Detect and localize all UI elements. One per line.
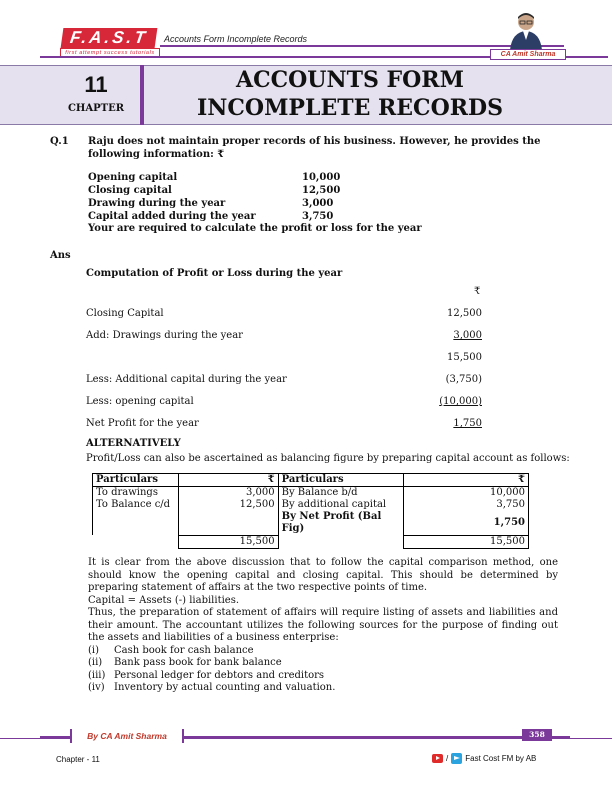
chapter-band-divider bbox=[140, 65, 144, 125]
author-photo-icon bbox=[508, 10, 544, 50]
question-number: Q.1 bbox=[50, 136, 69, 147]
chapter-label: CHAPTER bbox=[67, 103, 125, 114]
table-cell: By additional capital bbox=[278, 499, 404, 511]
given-value: 10,000 bbox=[302, 172, 341, 183]
computation-value: 15,500 bbox=[447, 352, 482, 363]
given-label: Capital added during the year bbox=[88, 211, 256, 222]
footer-channel bbox=[432, 753, 536, 764]
list-item bbox=[88, 670, 558, 683]
table-cell: By Net Profit (Bal Fig) bbox=[278, 511, 404, 535]
table-cell: To drawings bbox=[93, 487, 179, 500]
table-cell: 12,500 bbox=[178, 499, 278, 511]
alternatively-heading: ALTERNATIVELY bbox=[86, 438, 181, 449]
question-text: Raju does not maintain proper records of his business. However, he provides the following information: ₹ bbox=[88, 136, 541, 160]
footer-author-tag: By CA Amit Sharma bbox=[70, 729, 184, 743]
table-cell: 1,750 bbox=[404, 511, 529, 535]
table-cell bbox=[178, 511, 278, 535]
discussion-paragraph: It is clear from the above discussion that to follow the capital comparison method, one should know the opening capital and closing capital. This should be determined by preparing statement of affairs at the two respective points of time. bbox=[88, 557, 558, 593]
list-number: (iii) bbox=[88, 669, 106, 681]
given-value: 3,000 bbox=[302, 198, 334, 209]
given-value: 3,750 bbox=[302, 211, 334, 222]
table-total: 15,500 bbox=[178, 535, 278, 548]
list-number: (ii) bbox=[88, 657, 103, 668]
list-text: Personal ledger for debtors and creditors bbox=[114, 669, 325, 681]
table-cell bbox=[93, 511, 179, 535]
table-cell: 3,750 bbox=[404, 499, 529, 511]
list-text: Inventory by actual counting and valuation. bbox=[114, 682, 336, 693]
table-cell: By Balance b/d bbox=[278, 487, 404, 500]
computation-row bbox=[86, 418, 482, 429]
capital-formula: Capital = Assets (-) liabilities. bbox=[88, 594, 240, 606]
computation-row bbox=[86, 330, 482, 341]
list-item bbox=[88, 682, 558, 695]
discussion bbox=[88, 557, 558, 695]
given-row bbox=[88, 210, 340, 223]
computation-row bbox=[86, 374, 482, 385]
table-cell: 3,000 bbox=[178, 487, 278, 500]
list-item bbox=[88, 657, 558, 670]
given-value: 12,500 bbox=[302, 185, 341, 196]
given-row bbox=[88, 184, 340, 197]
given-row bbox=[88, 171, 340, 184]
table-row bbox=[93, 511, 529, 535]
youtube-icon bbox=[432, 754, 443, 763]
table-cell bbox=[93, 535, 179, 548]
computation-title: Computation of Profit or Loss during the year bbox=[86, 268, 343, 279]
table-header: Particulars bbox=[93, 474, 179, 487]
currency-symbol: ₹ bbox=[474, 286, 481, 297]
table-header: Particulars bbox=[278, 474, 404, 487]
computation-row bbox=[86, 352, 482, 363]
computation-row bbox=[86, 308, 482, 319]
list-item bbox=[88, 645, 558, 658]
page-number: 358 bbox=[522, 729, 552, 741]
computation-row bbox=[86, 396, 482, 407]
alternatively-text: Profit/Loss can also be ascertained as balancing figure by preparing capital account as follows: bbox=[86, 453, 570, 464]
table-header-row bbox=[93, 474, 529, 487]
list-number: (i) bbox=[88, 644, 100, 656]
given-label: Closing capital bbox=[88, 185, 172, 196]
computation-value: (3,750) bbox=[445, 374, 482, 385]
logo-tagline: first attempt success tutorials bbox=[60, 48, 160, 58]
chapter-title: ACCOUNTS FORM INCOMPLETE RECORDS bbox=[197, 67, 503, 121]
channel-name: Fast Cost FM by AB bbox=[465, 754, 537, 763]
chapter-number: 11 bbox=[84, 72, 108, 97]
question-requirement: Your are required to calculate the profit or loss for the year bbox=[88, 223, 422, 234]
computation-value: 1,750 bbox=[453, 418, 482, 429]
table-row bbox=[93, 487, 529, 500]
computation-label: Less: opening capital bbox=[86, 396, 194, 407]
table-total: 15,500 bbox=[404, 535, 529, 548]
given-data bbox=[88, 171, 340, 223]
table-cell: To Balance c/d bbox=[93, 499, 179, 511]
computation-label: Net Profit for the year bbox=[86, 418, 199, 429]
table-cell: 10,000 bbox=[404, 487, 529, 500]
given-row bbox=[88, 197, 340, 210]
header-rule bbox=[160, 45, 564, 47]
capital-account-table bbox=[92, 473, 529, 549]
table-total-row bbox=[93, 535, 529, 548]
table-cell bbox=[278, 535, 404, 548]
computation-value: (10,000) bbox=[439, 396, 482, 407]
list-text: Cash book for cash balance bbox=[114, 644, 254, 656]
computation-label: Add: Drawings during the year bbox=[86, 330, 243, 341]
author-tag: CA Amit Sharma bbox=[490, 49, 566, 60]
given-label: Opening capital bbox=[88, 172, 178, 183]
telegram-icon bbox=[451, 753, 462, 764]
footer-separator: / bbox=[446, 754, 449, 763]
given-label: Drawing during the year bbox=[88, 198, 226, 209]
computation-label: Closing Capital bbox=[86, 308, 164, 319]
fast-logo: F.A.S.T bbox=[61, 28, 158, 48]
table-header: ₹ bbox=[404, 474, 529, 487]
running-title: Accounts Form Incomplete Records bbox=[164, 34, 308, 44]
computation-label: Less: Additional capital during the year bbox=[86, 374, 287, 385]
table-header: ₹ bbox=[178, 474, 278, 487]
table-row bbox=[93, 499, 529, 511]
computation-value: 3,000 bbox=[453, 330, 482, 341]
discussion-paragraph: Thus, the preparation of statement of affairs will require listing of assets and liabilities and their amount. The accountant utilizes the following sources for the purpose of finding out the assets and liabilities of a business enterprise: bbox=[88, 607, 558, 643]
computation-value: 12,500 bbox=[447, 308, 482, 319]
list-text: Bank pass book for bank balance bbox=[114, 657, 282, 668]
list-number: (iv) bbox=[88, 682, 105, 693]
answer-label: Ans bbox=[50, 250, 71, 261]
footer-chapter: Chapter - 11 bbox=[56, 755, 100, 764]
